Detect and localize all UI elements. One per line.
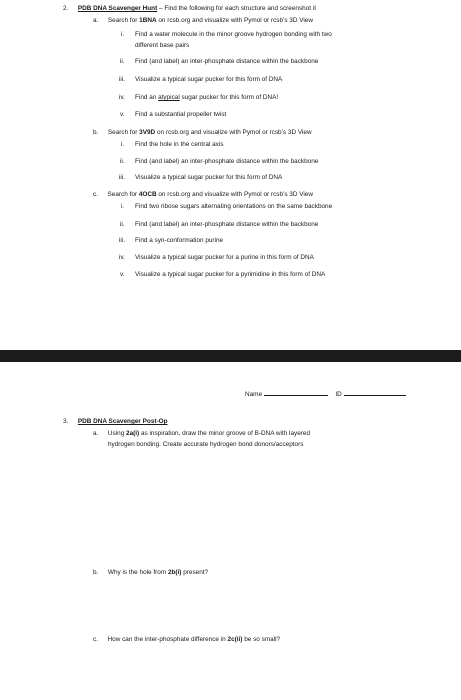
item-marker: i.	[121, 203, 125, 210]
item-text: Find (and label) an inter-phosphate distance within the backbone	[135, 158, 319, 165]
part3-a-ref: 2a(i)	[126, 430, 140, 437]
item-text-post: sugar pucker for this form of DNA!	[179, 94, 279, 101]
part2-b-item-1	[121, 141, 224, 149]
item-marker: iii.	[119, 174, 126, 181]
part2-b-post: on rcsb.org and visualize with Pymol or rcsb’s 3D View	[155, 129, 312, 136]
item-text: Visualize a typical sugar pucker for a pyrimidine in this form of DNA	[135, 271, 326, 278]
part3-a-line	[93, 430, 310, 438]
item-marker: v.	[120, 271, 125, 278]
part3-a-pre: Using	[107, 430, 127, 437]
part3-title: PDB DNA Scavenger Post-Op	[77, 418, 168, 425]
part2-b-pre: Search for	[107, 129, 140, 136]
part3-b-ref: 2b(i)	[167, 569, 182, 576]
part2-a-item-5	[120, 111, 227, 119]
part2-c-marker: c.	[93, 191, 98, 198]
item-text: Visualize a typical sugar pucker for this form of DNA	[135, 76, 283, 83]
item-marker: v.	[120, 111, 125, 118]
part3-a-line2: hydrogen bonding. Create accurate hydrogen bond donors/acceptors	[108, 441, 304, 448]
part2-a-post: on rcsb.org and visualize with Pymol or rcsb’s 3D View	[156, 17, 313, 24]
part2-c-item-2	[120, 221, 319, 229]
part2-a-item-1	[121, 31, 332, 39]
part3-c-post: be so small?	[242, 636, 281, 643]
part3-b-pre: Why is the hole from	[107, 569, 168, 576]
item-text: Find a substantial propeller twist	[135, 111, 227, 118]
id-label: ID	[335, 391, 342, 398]
part2-c-pre: Search for	[107, 191, 139, 198]
id-field[interactable]	[344, 389, 406, 396]
part2-heading	[63, 5, 316, 13]
part3-c-ref: 2c(ii)	[227, 636, 243, 643]
part2-c-line	[93, 191, 313, 199]
page-divider	[0, 350, 461, 362]
item-text: Find (and label) an inter-phosphate distance within the backbone	[135, 221, 319, 228]
item-marker: ii.	[120, 58, 125, 65]
part2-c-item-1	[121, 203, 333, 211]
part2-c-item-3	[119, 237, 224, 245]
part2-c-item-4	[119, 254, 314, 262]
name-label: Name	[245, 391, 263, 398]
part2-a-marker: a.	[93, 17, 99, 24]
item-text: Find the hole in the central axis	[135, 141, 224, 148]
part2-b-marker: b.	[93, 129, 99, 136]
part2-a-item-1-cont: different base pairs	[135, 42, 190, 49]
item-marker: ii.	[120, 158, 125, 165]
item-text: Find two ribose sugars alternating orientations on the same backbone	[135, 203, 333, 210]
part2-a-code: 1BNA	[139, 17, 157, 24]
part3-b-post: present?	[181, 569, 209, 576]
part2-a-line	[93, 17, 313, 25]
item-marker: ii.	[120, 221, 125, 228]
part2-a-item-2	[120, 58, 319, 66]
name-field[interactable]	[264, 389, 328, 396]
part3-b-marker: b.	[93, 569, 99, 576]
name-id-header	[245, 389, 406, 399]
part3-number: 3.	[63, 418, 69, 425]
item-marker: iii.	[119, 237, 126, 244]
item-text: Find a water molecule in the minor groove hydrogen bonding with two	[135, 31, 332, 38]
part2-intro: – Find the following for each structure and screenshot it	[157, 5, 317, 12]
part3-b-line	[93, 569, 208, 577]
item-marker: iv.	[119, 94, 125, 101]
part3-c-line	[93, 636, 280, 644]
item-text-pre: Find an	[135, 94, 159, 101]
item-text: Visualize a typical sugar pucker for a purine in this form of DNA	[135, 254, 314, 261]
part2-a-item-3	[119, 76, 283, 84]
part2-b-item-2	[120, 158, 319, 166]
item-marker: i.	[121, 31, 125, 38]
part2-a-item-4	[119, 94, 279, 102]
part2-b-line	[93, 129, 312, 137]
item-marker: iii.	[119, 76, 126, 83]
part2-a-pre: Search for	[107, 17, 140, 24]
part2-number: 2.	[63, 5, 69, 12]
part3-c-marker: c.	[93, 636, 98, 643]
part2-b-item-3	[119, 174, 283, 182]
item-text: Find (and label) an inter-phosphate distance within the backbone	[135, 58, 319, 65]
part2-b-code: 3V9D	[139, 129, 156, 136]
part2-c-code: 4OCB	[138, 191, 157, 198]
part2-title: PDB DNA Scavenger Hunt	[77, 5, 158, 12]
item-text-emph: atypical	[158, 94, 180, 101]
item-text: Visualize a typical sugar pucker for this form of DNA	[135, 174, 283, 181]
item-marker: iv.	[119, 254, 125, 261]
part3-a-post: as inspiration, draw the minor groove of B-DNA with layered	[139, 430, 311, 437]
part2-c-post: on rcsb.org and visualize with Pymol or rcsb’s 3D View	[156, 191, 313, 198]
item-marker: i.	[121, 141, 125, 148]
part3-c-pre: How can the inter-phosphate difference in	[107, 636, 228, 643]
part3-a-marker: a.	[93, 430, 99, 437]
part3-heading	[63, 418, 168, 426]
part2-c-item-5	[120, 271, 326, 279]
item-text: Find a syn-conformation purine	[135, 237, 224, 244]
